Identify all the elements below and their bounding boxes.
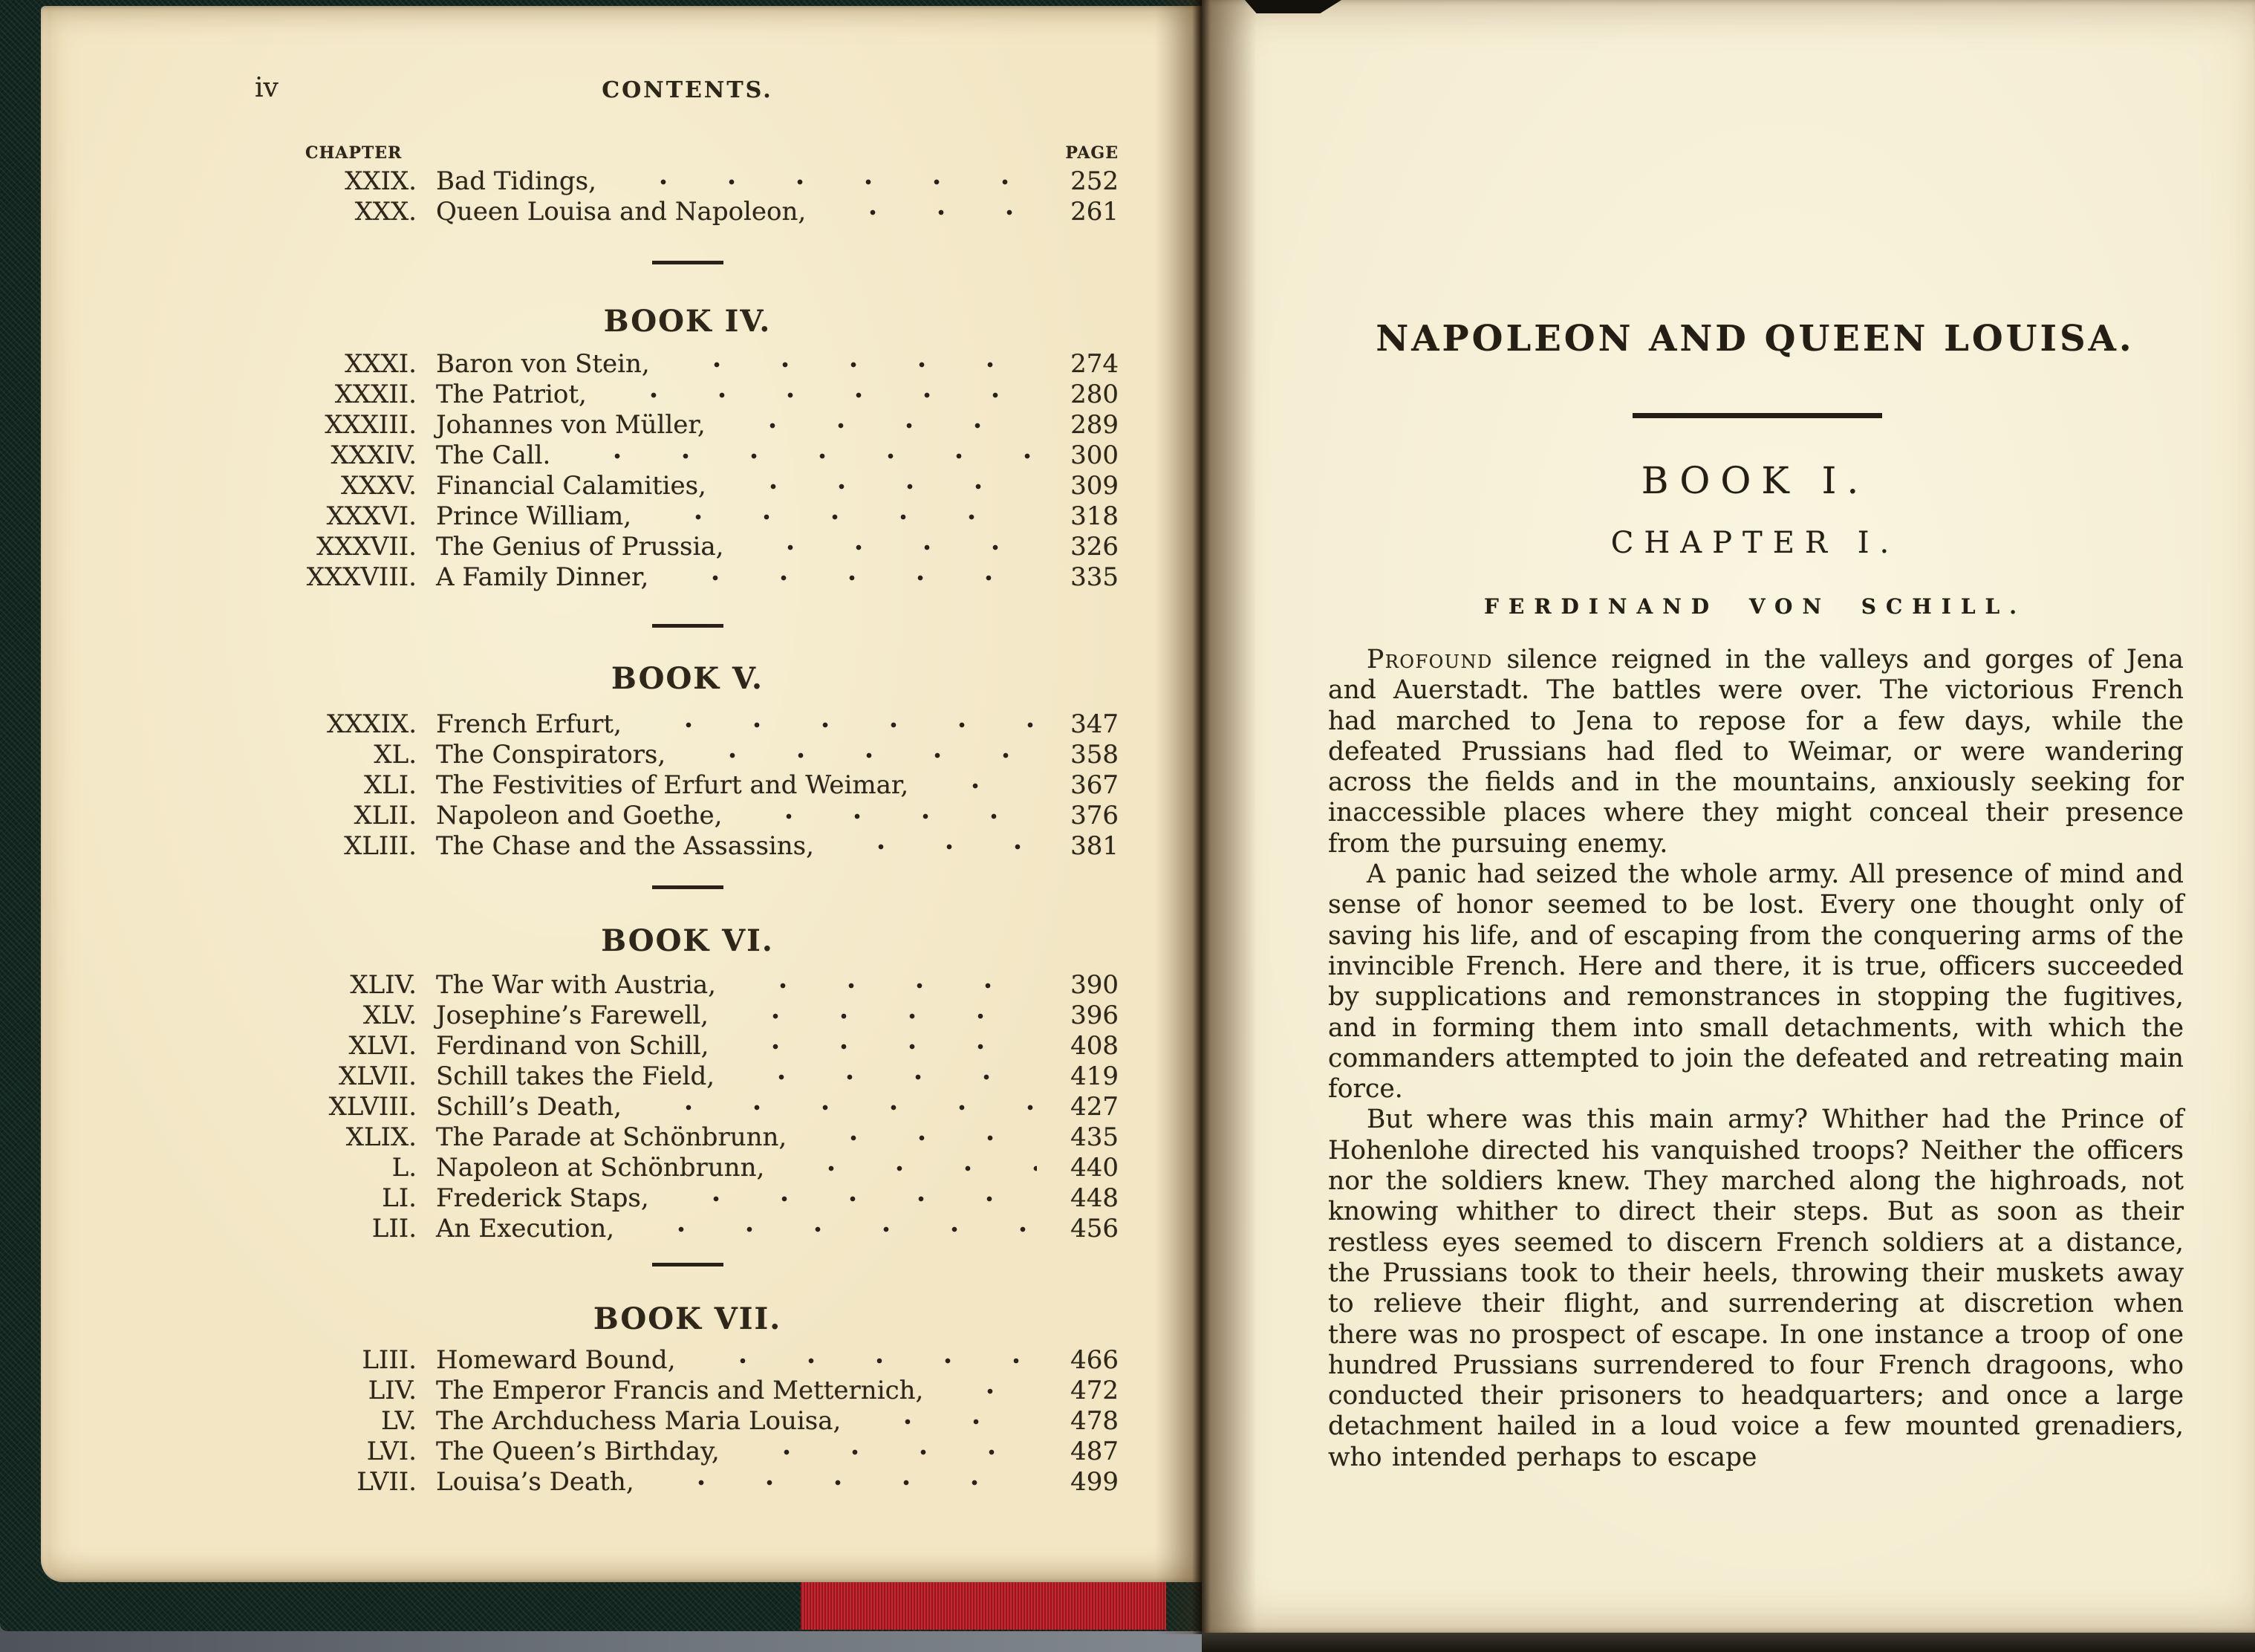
toc-page-number: 381 <box>1070 831 1119 861</box>
book-heading: BOOK I. <box>1641 459 1870 502</box>
toc-chapter-title: The War with Austria, <box>436 970 716 1000</box>
toc-page-number: 274 <box>1070 349 1119 379</box>
toc-entry <box>256 1437 1119 1467</box>
toc-chapter-number: L. <box>391 1153 417 1183</box>
toc-entry <box>256 501 1119 532</box>
toc-dot-leader <box>672 361 1037 368</box>
toc-entry <box>256 1183 1119 1214</box>
toc-chapter-title: The Archduchess Maria Louisa, <box>436 1406 842 1436</box>
toc-chapter-title: The Conspirators, <box>436 740 666 770</box>
toc-chapter-number: XLVII. <box>339 1061 417 1091</box>
red-cloth-strip <box>801 1578 1166 1630</box>
toc-chapter-number: XXXVI. <box>326 501 417 531</box>
toc-chapter-title: The Call. <box>436 440 551 470</box>
toc-dot-leader <box>931 782 1037 790</box>
page-column-label: PAGE <box>1065 143 1119 163</box>
toc-entry <box>256 532 1119 562</box>
toc-chapter-number: XXX. <box>354 197 417 227</box>
toc-chapter-number: XLVI. <box>348 1031 417 1061</box>
toc-chapter-number: XLV. <box>362 1001 417 1030</box>
toc-chapter-title: Louisa’s Death, <box>436 1467 634 1497</box>
toc-chapter-number: LVII. <box>357 1467 417 1497</box>
toc-dot-leader <box>744 813 1037 820</box>
chapter-column-label: CHAPTER <box>305 143 403 163</box>
toc-dot-leader <box>731 1012 1037 1020</box>
toc-page-number: 499 <box>1070 1467 1119 1497</box>
toc-page-number: 390 <box>1070 970 1119 1000</box>
toc-chapter-number: XXXI. <box>345 349 417 379</box>
toc-entry <box>256 562 1119 593</box>
running-head: CONTENTS. <box>602 77 773 103</box>
toc-chapter-title: Napoleon at Schönbrunn, <box>436 1153 765 1183</box>
toc-rows <box>256 166 1119 1497</box>
toc-chapter-number: XXXIII. <box>325 410 417 440</box>
toc-chapter-title: Homeward Bound, <box>436 1345 676 1375</box>
toc-dot-leader <box>654 513 1037 521</box>
toc-chapter-title: The Patriot, <box>436 380 587 409</box>
toc-page-number: 466 <box>1070 1345 1119 1375</box>
toc-book-heading: BOOK VI. <box>601 923 774 958</box>
toc-page-number: 408 <box>1070 1031 1119 1061</box>
toc-column-headers <box>256 144 1119 162</box>
toc-dot-leader <box>742 1448 1037 1456</box>
toc-chapter-title: Prince William, <box>436 501 632 531</box>
toc-page-number: 261 <box>1070 197 1119 227</box>
toc-chapter-number: XXIX. <box>345 166 417 196</box>
toc-entry <box>256 380 1119 410</box>
toc-chapter-title: The Emperor Francis and Metternich, <box>436 1376 924 1405</box>
title-rule <box>1633 413 1882 418</box>
toc-page-number: 396 <box>1070 1001 1119 1030</box>
section-divider <box>652 1263 723 1266</box>
toc-chapter-number: XXXIX. <box>326 709 417 739</box>
toc-entry <box>256 1061 1119 1092</box>
section-divider <box>652 885 723 889</box>
toc-chapter-number: LIV. <box>368 1376 417 1405</box>
folio-number: iv <box>255 73 279 103</box>
toc-chapter-number: XLI. <box>363 770 417 800</box>
toc-chapter-title: The Chase and the Assassins, <box>436 831 814 861</box>
toc-book-heading: BOOK VII. <box>593 1301 782 1336</box>
toc-entry <box>256 1467 1119 1497</box>
right-page <box>1202 0 2255 1633</box>
toc-page-number: 367 <box>1070 770 1119 800</box>
toc-dot-leader <box>609 391 1037 399</box>
toc-entry <box>256 471 1119 501</box>
toc-page-number: 435 <box>1070 1122 1119 1152</box>
toc-book-heading: BOOK IV. <box>603 304 772 339</box>
toc-chapter-number: LIII. <box>362 1345 417 1375</box>
toc-page-number: 427 <box>1070 1092 1119 1122</box>
body-text <box>1328 645 2184 1473</box>
toc-chapter-title: A Family Dinner, <box>436 562 649 592</box>
toc-dot-leader <box>836 843 1037 851</box>
toc-dot-leader <box>671 574 1037 582</box>
toc-dot-leader <box>644 1104 1037 1111</box>
toc-dot-leader <box>657 1479 1037 1486</box>
toc-dot-leader <box>729 483 1037 490</box>
toc-dot-leader <box>863 1418 1037 1425</box>
toc-chapter-number: XLIII. <box>344 831 417 861</box>
toc-page-number: 335 <box>1070 562 1119 592</box>
left-page <box>41 6 1202 1582</box>
toc-chapter-title: Ferdinand von Schill, <box>436 1031 709 1061</box>
toc-chapter-number: XL. <box>374 740 417 770</box>
toc-dot-leader <box>809 1134 1037 1142</box>
toc-chapter-title: Financial Calamities, <box>436 471 706 501</box>
toc-entry <box>256 831 1119 862</box>
toc-page-number: 487 <box>1070 1437 1119 1466</box>
right-page-bottom-edge <box>1202 1633 2255 1652</box>
toc-page-number: 309 <box>1070 471 1119 501</box>
section-divider <box>652 624 723 628</box>
toc-chapter-title: Frederick Staps, <box>436 1183 649 1213</box>
toc-dot-leader <box>946 1388 1037 1395</box>
toc-dot-leader <box>688 752 1037 759</box>
toc-book-heading: BOOK V. <box>611 661 764 696</box>
body-paragraph <box>1328 645 2184 859</box>
toc-entry <box>256 166 1119 197</box>
toc-chapter-title: Napoleon and Goethe, <box>436 801 723 830</box>
toc-entry <box>256 1376 1119 1406</box>
toc-dot-leader <box>737 1073 1037 1081</box>
toc-chapter-title: Bad Tidings, <box>436 166 596 196</box>
toc-page-number: 376 <box>1070 801 1119 830</box>
toc-dot-leader <box>671 1195 1037 1203</box>
toc-page-number: 347 <box>1070 709 1119 739</box>
toc-entry <box>256 709 1119 740</box>
toc-chapter-title: The Festivities of Erfurt and Weimar, <box>436 770 909 800</box>
toc-entry <box>256 1214 1119 1244</box>
toc-chapter-number: XLIV. <box>350 970 417 1000</box>
toc-page-number: 318 <box>1070 501 1119 531</box>
toc-dot-leader <box>728 422 1037 429</box>
toc-chapter-title: Queen Louisa and Napoleon, <box>436 197 807 227</box>
toc-chapter-number: LII. <box>371 1214 417 1243</box>
toc-entry <box>256 970 1119 1001</box>
toc-chapter-title: The Parade at Schönbrunn, <box>436 1122 787 1152</box>
toc-page-number: 252 <box>1070 166 1119 196</box>
toc-dot-leader <box>828 209 1037 216</box>
toc-page-number: 456 <box>1070 1214 1119 1243</box>
toc-page-number: 440 <box>1070 1153 1119 1183</box>
toc-entry <box>256 1406 1119 1437</box>
toc-chapter-title: The Queen’s Birthday, <box>436 1437 720 1466</box>
toc-page-number: 358 <box>1070 740 1119 770</box>
book-main-title: NAPOLEON AND QUEEN LOUISA. <box>1376 318 2135 360</box>
toc-entry <box>256 410 1119 440</box>
body-paragraph: A panic had seized the whole army. All presence of mind and sense of honor seemed to be lost. Every one thought only of saving his life, and of escaping from the conquering arms of the invincible French. Here and there, it is true, officers succeeded by supplications and remonstrances in stopping the fugitives, and in forming them into small detachments, with which the commanders attempted to join the defeated and retreating main force. <box>1328 859 2184 1105</box>
toc-chapter-number: LVI. <box>366 1437 417 1466</box>
toc-chapter-number: XLII. <box>354 801 417 830</box>
lead-word: Profound <box>1367 645 1493 674</box>
toc-page-number: 326 <box>1070 532 1119 562</box>
toc-entry <box>256 1001 1119 1031</box>
toc-entry <box>256 1122 1119 1153</box>
section-heading: FERDINAND VON SCHILL. <box>1484 594 2026 619</box>
toc-chapter-title: Baron von Stein, <box>436 349 650 379</box>
toc-dot-leader <box>698 1357 1037 1365</box>
toc-page-number: 478 <box>1070 1406 1119 1436</box>
toc-chapter-number: XLVIII. <box>328 1092 417 1122</box>
toc-chapter-number: XXXVIII. <box>306 562 417 592</box>
toc-chapter-number: XXXVII. <box>316 532 417 562</box>
toc-entry <box>256 1031 1119 1061</box>
toc-entry <box>256 197 1119 227</box>
section-divider <box>652 261 723 264</box>
toc-page-number: 472 <box>1070 1376 1119 1405</box>
toc-dot-leader <box>637 1226 1037 1233</box>
toc-chapter-number: XXXIV. <box>331 440 417 470</box>
toc-page-number: 300 <box>1070 440 1119 470</box>
toc-chapter-number: LI. <box>382 1183 417 1213</box>
toc-chapter-number: XXXV. <box>340 471 417 501</box>
toc-chapter-number: LV. <box>381 1406 417 1436</box>
toc-dot-leader <box>787 1165 1037 1172</box>
toc-entry <box>256 1153 1119 1183</box>
toc-chapter-title: Johannes von Müller, <box>436 410 706 440</box>
toc-entry <box>256 1092 1119 1122</box>
body-paragraph: But where was this main army? Whither had the Prince of Hohenlohe directed his vanquished troops? Neither the officers nor the soldiers knew. They marched along the highroads, not knowing whither to direct their steps. But as soon as their restless eyes seemed to discern French soldiers at a distance, the Prussians took to their heels, throwing their muskets away to relieve their flight, and surrendering at discretion when there was no prospect of escape. In one instance a troop of one hundred Prussians surrendered to four French dragoons, who conducted their prisoners to headquarters; and once a large detachment hailed in a loud voice a few mounted grenadiers, who intended perhaps to escape <box>1328 1105 2184 1472</box>
paragraph-text: silence reigned in the valleys and gorges of Jena and Auerstadt. The battles were over. The victorious French had marched to Jena to repose for a few days, while the defeated Prussians had fled to Weimar, or were wandering across the fields and in the mountains, anxiously seeking for inaccessible places where they might conceal their presence from the pursuing enemy. <box>1328 645 2184 859</box>
toc-chapter-number: XLIX. <box>345 1122 417 1152</box>
toc-chapter-title: The Genius of Prussia, <box>436 532 724 562</box>
toc-chapter-title: Josephine’s Farewell, <box>436 1001 709 1030</box>
toc-chapter-title: Schill takes the Field, <box>436 1061 715 1091</box>
toc-dot-leader <box>573 452 1037 460</box>
toc-dot-leader <box>738 982 1037 989</box>
toc-chapter-number: XXXII. <box>334 380 417 409</box>
toc-dot-leader <box>619 178 1037 186</box>
toc-dot-leader <box>746 544 1037 551</box>
toc-entry <box>256 440 1119 471</box>
toc-chapter-title: An Execution, <box>436 1214 615 1243</box>
toc-chapter-title: Schill’s Death, <box>436 1092 622 1122</box>
toc-entry <box>256 770 1119 801</box>
chapter-heading: CHAPTER I. <box>1610 526 1900 560</box>
toc-page-number: 280 <box>1070 380 1119 409</box>
toc-entry <box>256 801 1119 831</box>
toc-dot-leader <box>644 721 1037 729</box>
toc-entry <box>256 740 1119 770</box>
table-of-contents <box>256 144 1119 1497</box>
toc-chapter-title: French Erfurt, <box>436 709 622 739</box>
toc-entry <box>256 1345 1119 1376</box>
toc-dot-leader <box>731 1043 1037 1050</box>
toc-page-number: 448 <box>1070 1183 1119 1213</box>
toc-entry <box>256 349 1119 380</box>
toc-page-number: 419 <box>1070 1061 1119 1091</box>
toc-page-number: 289 <box>1070 410 1119 440</box>
